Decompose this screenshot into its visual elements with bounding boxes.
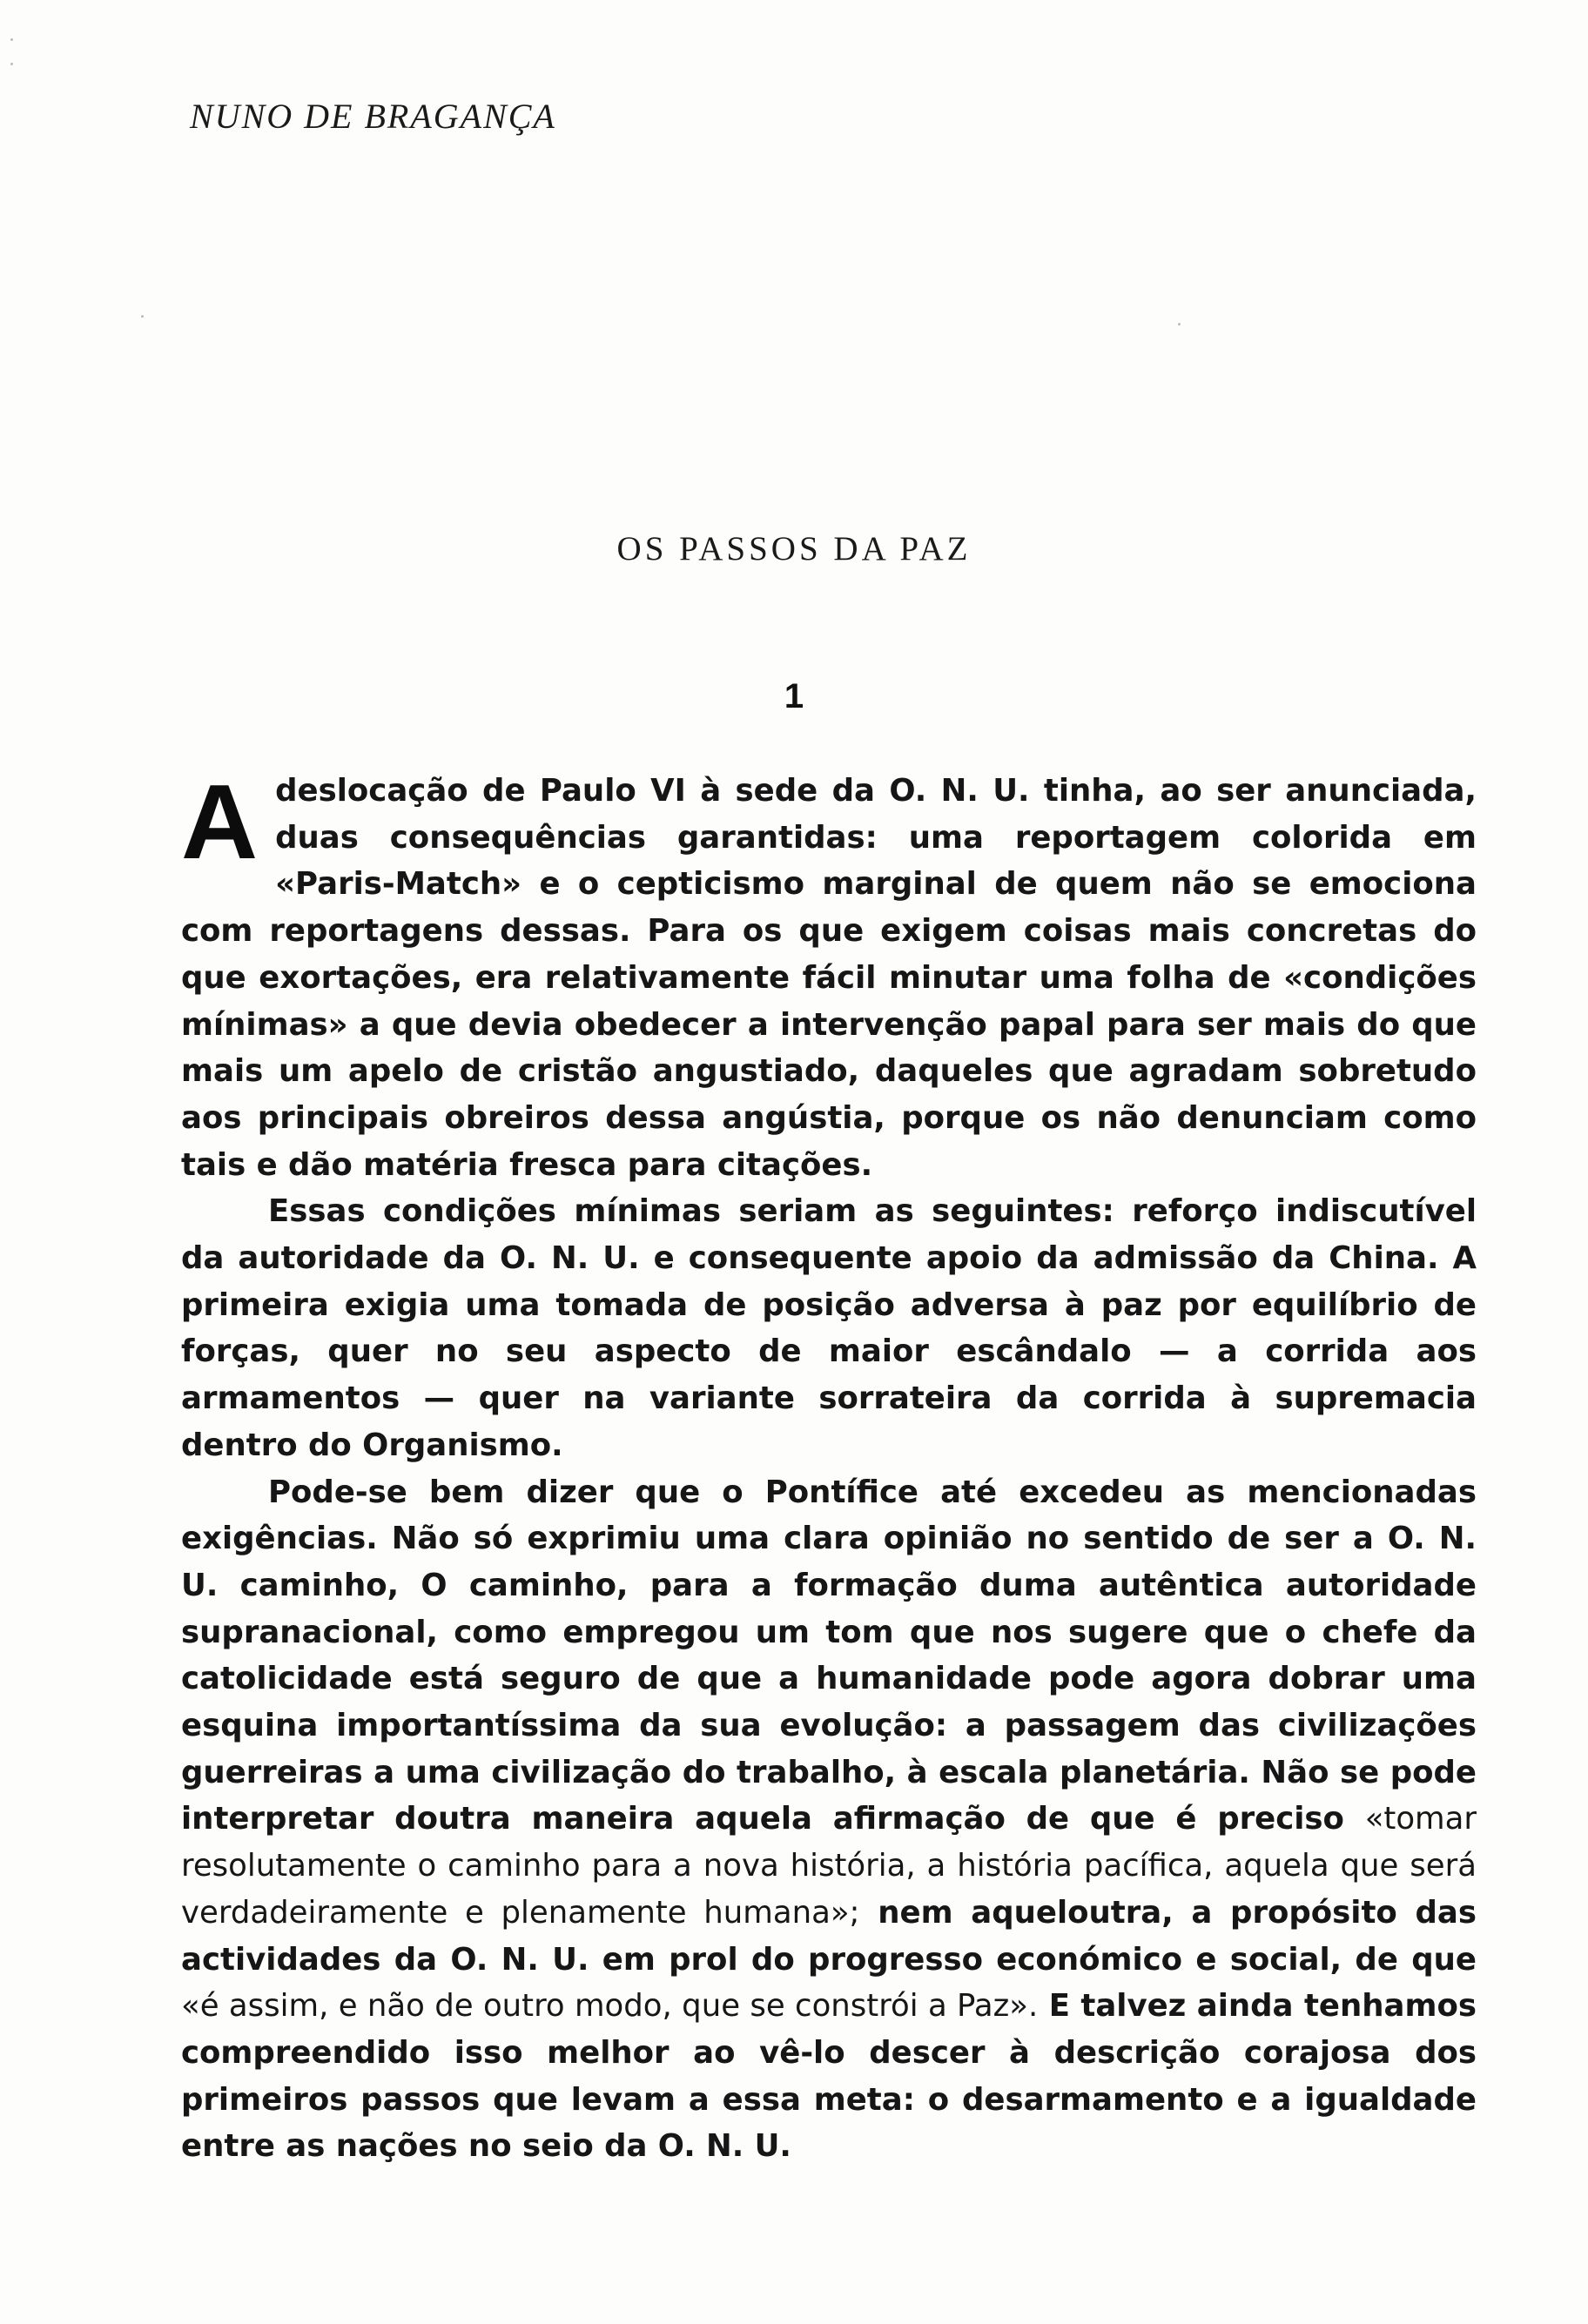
body-text (181, 762, 1477, 2170)
paragraph-3-text-c: E talvez ainda tenhamos compreendido isso melhor ao vê-lo descer à descrição corajosa dos primeiros passos que levam a essa meta: o desarmamento e a igualdade entre as nações no seio da O. N. U. (181, 1988, 1477, 2165)
paragraph-3-text-a: Pode-se bem dizer que o Pontífice até excedeu as mencionadas exigências. Não só exprimiu uma clara opinião no sentido de ser a O. N. U. caminho, O caminho, para a formação duma autêntica autoridade supranacional, como empregou um tom que nos sugere que o chefe da catolicidade está seguro de que a humanidade pode agora dobrar uma esquina importantíssima da sua evolução: a passagem das civilizações guerreiras a uma civilização do trabalho, à escala planetária. Não se pode interpretar doutra maneira aquela afirmação de que é preciso (181, 1474, 1477, 1837)
running-head-author: NUNO DE BRAGANÇA (190, 97, 556, 136)
scan-speck (10, 38, 13, 41)
quotation-2: «é assim, e não de outro modo, que se constrói a Paz». (181, 1988, 1039, 2025)
paragraph-3 (181, 1469, 1477, 2171)
section-number: 1 (784, 677, 804, 715)
paragraph-3-text-b: nem aqueloutra, a propósito das actividades da O. N. U. em prol do progresso económico e social, de que (181, 1894, 1477, 1978)
paragraph-2: Essas condições mínimas seriam as seguintes: reforço indiscutível da autoridade da O. N. U. e consequente apoio da admissão da China. A primeira exigia uma tomada de posição adversa à paz por equilíbrio de forças, quer no seu aspecto de maior escândalo — a corrida aos armamentos — quer na variante sorrateira da corrida à supremacia dentro do Organismo. (181, 1193, 1477, 1463)
chapter-title: OS PASSOS DA PAZ (616, 530, 972, 568)
scan-speck (10, 63, 13, 65)
paragraph-1 (181, 762, 1477, 1188)
paragraph-1-text: deslocação de Paulo VI à sede da O. N. U. tinha, ao ser anunciada, duas consequências garantidas: uma reportagem colorida em «Paris-Match» e o cepticismo marginal de quem não se emociona com reportagens dessas. Para os que exigem coisas mais concretas do que exortações, era relativamente fácil minutar uma folha de «condições mínimas» a que devia obedecer a intervenção papal para ser mais do que mais um apelo de cristão angustiado, daqueles que agradam sobretudo aos principais obreiros dessa angústia, porque os não denunciam como tais e dão matéria fresca para citações. (181, 773, 1477, 1183)
scan-speck (1178, 323, 1181, 326)
scan-speck (141, 315, 144, 318)
drop-cap: A (181, 762, 259, 881)
quotation-1: «tomar resolutamente o caminho para a nova história, a história pacífica, aquela que será verdadeiramente e plenamente humana»; (181, 1801, 1477, 1931)
